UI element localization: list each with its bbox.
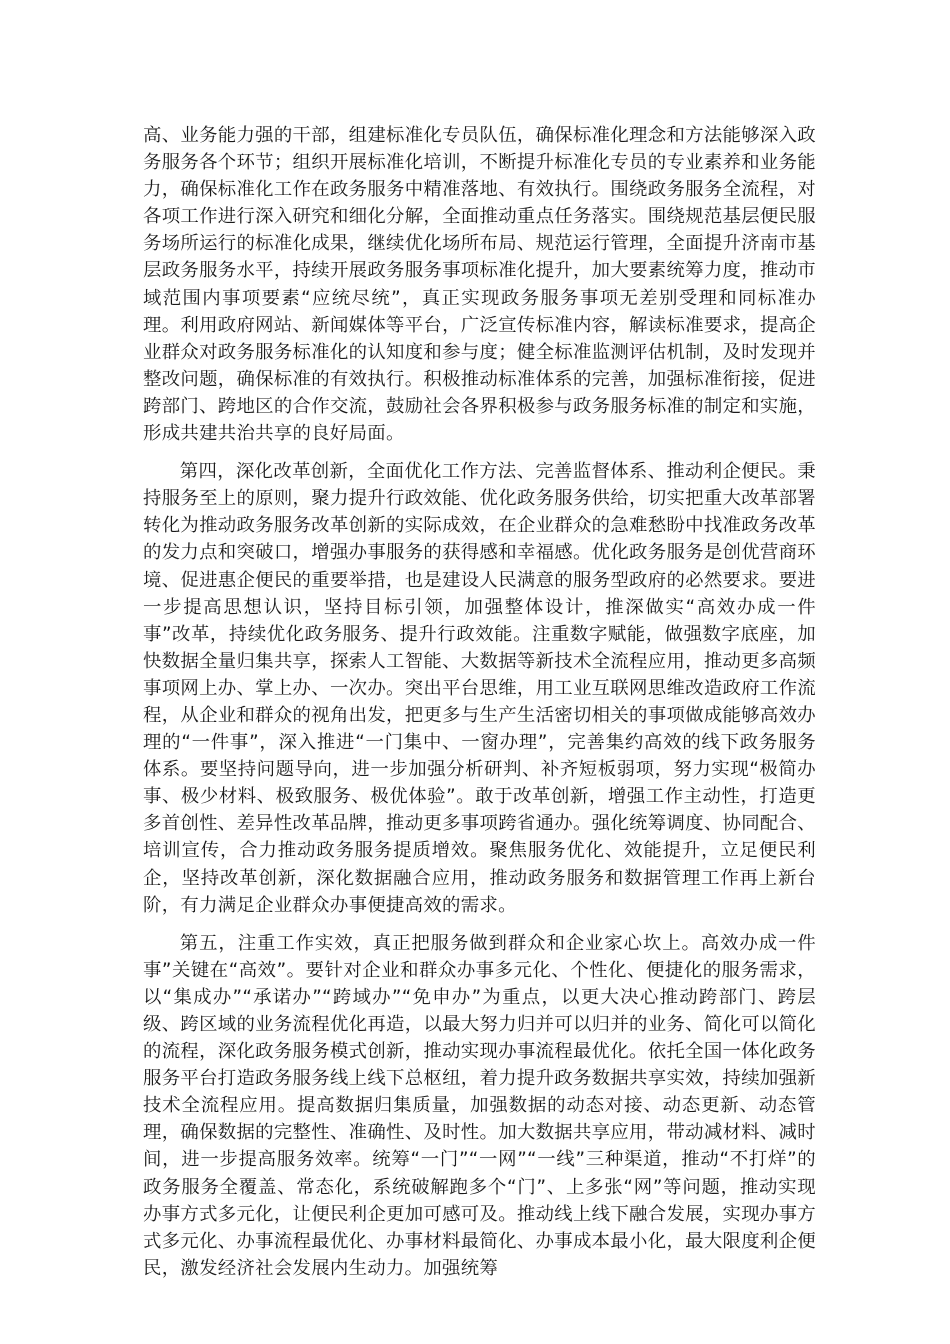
document-page [143,122,816,1293]
paragraph-fourth-reform-innovation: 第四，深化改革创新，全面优化工作方法、完善监督体系、推动利企便民。秉持服务至上的原则，聚力提升行政效能、优化政务服务供给，切实把重大改革部署转化为推动政务服务改革创新的实际成效，在企业群众的急难愁盼中找准政务改革的发力点和突破口，增强办事服务的获得感和幸福感。优化政务服务是创优营商环境、促进惠企便民的重要举措，也是建设人民满意的服务型政府的必然要求。要进一步提高思想认识，坚持目标引领，加强整体设计，推深做实“高效办成一件事”改革，持续优化政务服务、提升行政效能。注重数字赋能，做强数字底座，加快数据全量归集共享，探索人工智能、大数据等新技术全流程应用，推动更多高频事项网上办、掌上办、一次办。突出平台思维，用工业互联网思维改造政府工作流程，从企业和群众的视角出发，把更多与生产生活密切相关的事项做成能够高效办理的“一件事”，深入推进“一门集中、一窗办理”，完善集约高效的线下政务服务体系。要坚持问题导向，进一步加强分析研判、补齐短板弱项，努力实现“极简办事、极少材料、极致服务、极优体验”。敢于改革创新，增强工作主动性，打造更多首创性、差异性改革品牌，推动更多事项跨省通办。强化统筹调度、协同配合、培训宣传，合力推动政务服务提质增效。聚焦服务优化、效能提升，立足便民利企，坚持改革创新，深化数据融合应用，推动政务服务和数据管理工作再上新台阶，有力满足企业群众办事便捷高效的需求。 [143,461,816,916]
paragraph-fifth-practical-results: 第五，注重工作实效，真正把服务做到群众和企业家心坎上。高效办成一件事”关键在“高效”。要针对企业和群众办事多元化、个性化、便捷化的服务需求，以“集成办”“承诺办”“跨域办”“免申办”为重点，以更大决心推动跨部门、跨层级、跨区域的业务流程优化再造，以最大努力归并可以归并的业务、简化可以简化的流程，深化政务服务模式创新，推动实现办事流程最优化。依托全国一体化政务服务平台打造政务服务线上线下总枢纽，着力提升政务数据共享实效，持续加强新技术全流程应用。提高数据归集质量，加强数据的动态对接、动态更新、动态管理，确保数据的完整性、准确性、及时性。加大数据共享应用，带动减材料、减时间，进一步提高服务效率。统筹“一门”“一网”“一线”三种渠道，推动“不打烊”的政务服务全覆盖、常态化，系统破解跑多个“门”、上多张“网”等问题，推动实现办事方式多元化，让便民利企更加可感可及。推动线上线下融合发展，实现办事方式多元化、办事流程最优化、办事材料最简化、办事成本最小化，最大限度利企便民，激发经济社会发展内生动力。加强统筹 [143,932,816,1279]
paragraph-continued-standardization: 高、业务能力强的干部，组建标准化专员队伍，确保标准化理念和方法能够深入政务服务各个环节；组织开展标准化培训，不断提升标准化专员的专业素养和业务能力，确保标准化工作在政务服务中精准落地、有效执行。围绕政务服务全流程，对各项工作进行深入研究和细化分解，全面推动重点任务落实。围绕规范基层便民服务场所运行的标准化成果，继续优化场所布局、规范运行管理，全面提升济南市基层政务服务水平，持续开展政务服务事项标准化提升，加大要素统筹力度，推动市域范围内事项要素“应统尽统”，真正实现政务服务事项无差别受理和同标准办理。利用政府网站、新闻媒体等平台，广泛宣传标准内容，解读标准要求，提高企业群众对政务服务标准化的认知度和参与度；健全标准监测评估机制，及时发现并整改问题，确保标准的有效执行。积极推动标准体系的完善，加强标准衔接，促进跨部门、跨地区的合作交流，鼓励社会各界积极参与政务服务标准的制定和实施，形成共建共治共享的良好局面。 [143,125,816,445]
